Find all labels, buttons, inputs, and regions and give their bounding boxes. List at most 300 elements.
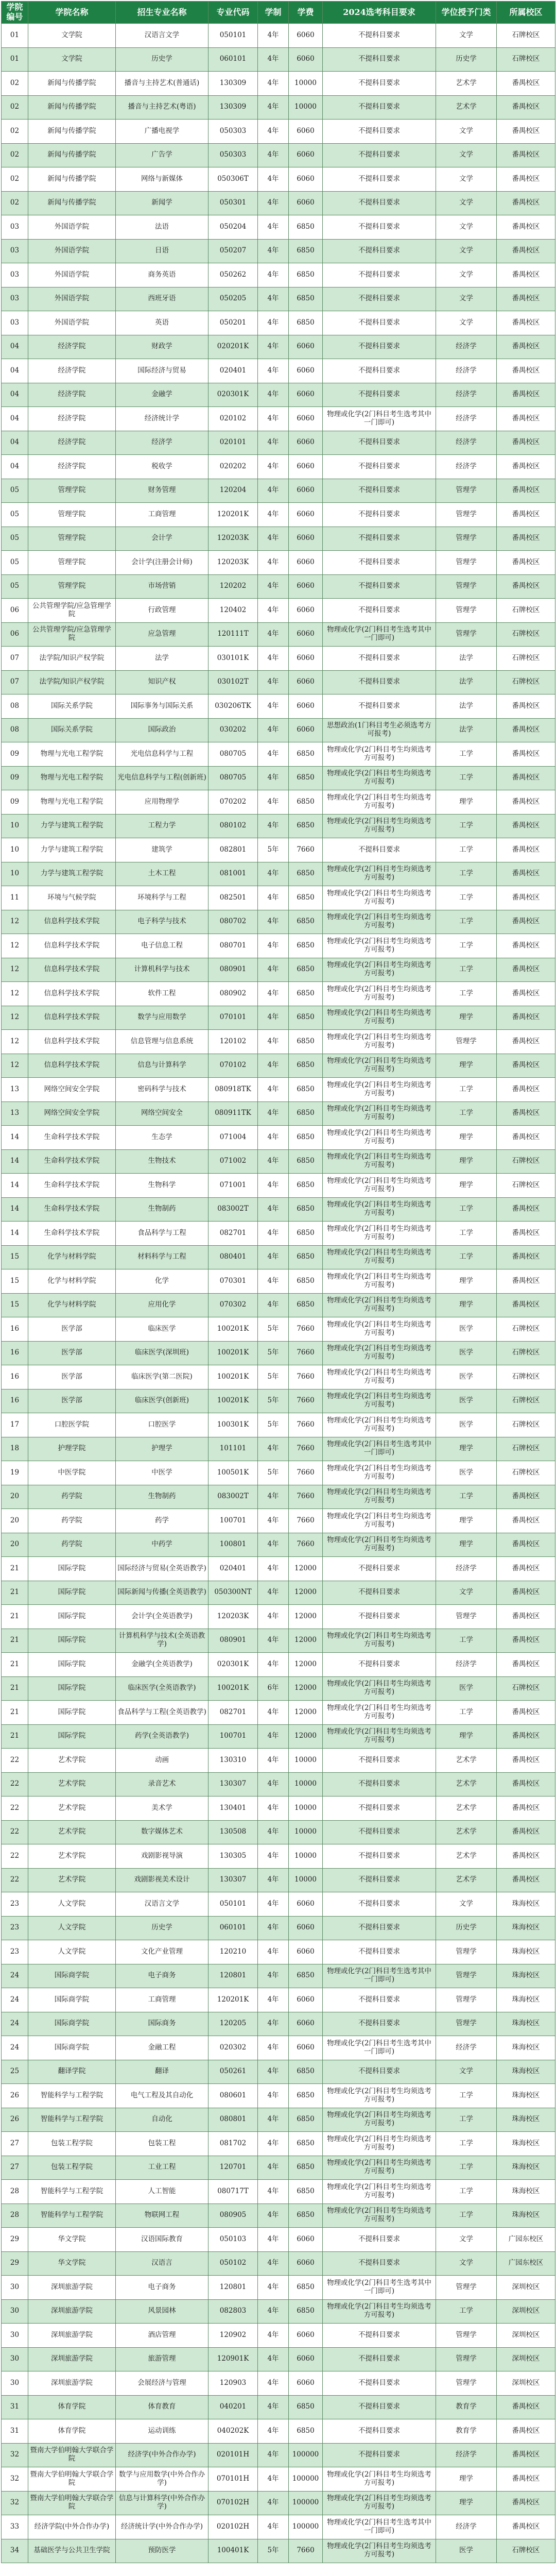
cell-major-code: 080705 xyxy=(208,742,258,767)
cell-campus: 番禺校区 xyxy=(497,1868,555,1892)
cell-duration: 4年 xyxy=(258,383,289,407)
cell-duration: 4年 xyxy=(258,958,289,982)
cell-college-name: 外国语学院 xyxy=(28,263,116,287)
cell-major-name: 光电信息科学与工程 xyxy=(116,742,208,767)
cell-campus: 番禺校区 xyxy=(497,215,555,240)
cell-degree-category: 经济学 xyxy=(436,2036,497,2060)
cell-major-name: 汉语言文学 xyxy=(116,24,208,48)
cell-college-name: 生命科学技术学院 xyxy=(28,1174,116,1198)
cell-degree-category: 艺术学 xyxy=(436,1868,497,1892)
table-row xyxy=(2,1174,555,1198)
cell-duration: 4年 xyxy=(258,2371,289,2396)
cell-duration: 5年 xyxy=(258,1461,289,1485)
cell-college-code: 23 xyxy=(2,1892,28,1917)
cell-subject-requirement: 不提科目要求 xyxy=(323,2371,436,2396)
cell-subject-requirement: 物理或化学(2门科目考生均须选考方可报考) xyxy=(323,1269,436,1294)
cell-degree-category: 历史学 xyxy=(436,1916,497,1940)
cell-degree-category: 理学 xyxy=(436,1437,497,1461)
cell-major-code: 070102H xyxy=(208,2491,258,2515)
cell-campus: 石牌校区 xyxy=(497,1149,555,1174)
table-row xyxy=(2,1245,555,1269)
cell-degree-category: 工学 xyxy=(436,1629,497,1653)
cell-tuition: 12000 xyxy=(289,1653,323,1677)
cell-subject-requirement: 物理或化学(2门科目考生均须选考方可报考) xyxy=(323,1509,436,1533)
cell-degree-category: 工学 xyxy=(436,958,497,982)
cell-college-name: 外国语学院 xyxy=(28,311,116,335)
cell-college-name: 物理与光电工程学院 xyxy=(28,766,116,790)
cell-duration: 4年 xyxy=(258,934,289,958)
cell-major-name: 临床医学 xyxy=(116,1317,208,1342)
cell-college-name: 医学部 xyxy=(28,1317,116,1342)
cell-duration: 4年 xyxy=(258,1724,289,1749)
cell-college-code: 11 xyxy=(2,886,28,910)
cell-duration: 4年 xyxy=(258,287,289,311)
cell-college-name: 公共管理学院/应急管理学院 xyxy=(28,622,116,647)
cell-campus: 石牌校区 xyxy=(497,1174,555,1198)
cell-subject-requirement: 物理或化学(2门科目考生均须选考方可报考) xyxy=(323,1413,436,1437)
cell-subject-requirement: 物理或化学(2门科目考生均须选考方可报考) xyxy=(323,1222,436,1246)
cell-college-code: 05 xyxy=(2,551,28,575)
cell-major-code: 082801 xyxy=(208,838,258,862)
cell-major-code: 080801 xyxy=(208,2108,258,2132)
cell-duration: 4年 xyxy=(258,1581,289,1605)
cell-campus: 番禺校区 xyxy=(497,1222,555,1246)
cell-duration: 4年 xyxy=(258,886,289,910)
cell-degree-category: 理学 xyxy=(436,1533,497,1557)
cell-campus: 石牌校区 xyxy=(497,1341,555,1365)
cell-major-code: 020401 xyxy=(208,359,258,383)
cell-college-code: 16 xyxy=(2,1365,28,1389)
cell-tuition: 6850 xyxy=(289,862,323,886)
cell-tuition: 6850 xyxy=(289,2108,323,2132)
cell-campus: 石牌校区 xyxy=(497,2539,555,2563)
cell-major-name: 财政学 xyxy=(116,335,208,359)
cell-degree-category: 管理学 xyxy=(436,1605,497,1629)
cell-campus: 番禺校区 xyxy=(497,766,555,790)
cell-major-code: 130401 xyxy=(208,1797,258,1821)
cell-major-code: 100201K xyxy=(208,1389,258,1413)
cell-subject-requirement: 物理或化学(2门科目考生均须选考方可报考) xyxy=(323,1629,436,1653)
cell-degree-category: 经济学 xyxy=(436,431,497,455)
cell-tuition: 7660 xyxy=(289,1509,323,1533)
cell-subject-requirement: 物理或化学(2门科目考生均须选考方可报考) xyxy=(323,1724,436,1749)
cell-degree-category: 管理学 xyxy=(436,574,497,599)
table-row xyxy=(2,694,555,719)
cell-major-code: 120201K xyxy=(208,503,258,527)
cell-major-code: 050201 xyxy=(208,311,258,335)
cell-major-name: 金融工程 xyxy=(116,2036,208,2060)
cell-major-code: 080901 xyxy=(208,958,258,982)
cell-college-code: 20 xyxy=(2,1533,28,1557)
cell-major-code: 120801 xyxy=(208,2276,258,2300)
cell-subject-requirement: 不提科目要求 xyxy=(323,1892,436,1917)
table-row xyxy=(2,1940,555,1964)
cell-major-name: 国际经济与贸易 xyxy=(116,359,208,383)
cell-subject-requirement: 不提科目要求 xyxy=(323,1940,436,1964)
cell-college-code: 32 xyxy=(2,2467,28,2492)
cell-duration: 4年 xyxy=(258,2324,289,2348)
cell-subject-requirement: 不提科目要求 xyxy=(323,1749,436,1773)
cell-campus: 番禺校区 xyxy=(497,718,555,742)
cell-tuition: 6060 xyxy=(289,383,323,407)
cell-major-code: 080918TK xyxy=(208,1078,258,1102)
table-row xyxy=(2,479,555,503)
cell-campus: 番禺校区 xyxy=(497,1797,555,1821)
cell-duration: 4年 xyxy=(258,718,289,742)
cell-degree-category: 医学 xyxy=(436,1461,497,1485)
cell-major-name: 土木工程 xyxy=(116,862,208,886)
table-row xyxy=(2,431,555,455)
cell-degree-category: 理学 xyxy=(436,1269,497,1294)
cell-major-code: 060101 xyxy=(208,1916,258,1940)
cell-campus: 番禺校区 xyxy=(497,2515,555,2539)
cell-college-code: 28 xyxy=(2,2180,28,2204)
cell-major-code: 080905 xyxy=(208,2204,258,2228)
cell-degree-category: 工学 xyxy=(436,2156,497,2180)
cell-major-code: 020102 xyxy=(208,407,258,431)
cell-tuition: 7660 xyxy=(289,1437,323,1461)
cell-college-code: 26 xyxy=(2,2084,28,2108)
cell-campus: 番禺校区 xyxy=(497,1653,555,1677)
cell-college-code: 10 xyxy=(2,862,28,886)
cell-college-code: 05 xyxy=(2,527,28,551)
cell-college-name: 深圳旅游学院 xyxy=(28,2324,116,2348)
cell-major-name: 法语 xyxy=(116,215,208,240)
cell-college-code: 22 xyxy=(2,1749,28,1773)
table-row xyxy=(2,718,555,742)
table-row xyxy=(2,2251,555,2276)
cell-college-name: 国际学院 xyxy=(28,1653,116,1677)
cell-degree-category: 管理学 xyxy=(436,479,497,503)
cell-major-name: 包装工程 xyxy=(116,2132,208,2156)
cell-subject-requirement: 物理或化学(2门科目考生均须选考方可报考) xyxy=(323,1245,436,1269)
cell-duration: 4年 xyxy=(258,191,289,215)
cell-college-code: 20 xyxy=(2,1509,28,1533)
cell-tuition: 6850 xyxy=(289,1006,323,1030)
cell-college-name: 智能科学与工程学院 xyxy=(28,2108,116,2132)
cell-campus: 番禺校区 xyxy=(497,982,555,1006)
cell-college-name: 深圳旅游学院 xyxy=(28,2371,116,2396)
cell-college-name: 化学与材料学院 xyxy=(28,1245,116,1269)
cell-college-name: 艺术学院 xyxy=(28,1868,116,1892)
cell-tuition: 7660 xyxy=(289,1389,323,1413)
cell-campus: 番禺校区 xyxy=(497,790,555,815)
cell-duration: 4年 xyxy=(258,1988,289,2012)
cell-major-code: 030101K xyxy=(208,647,258,671)
cell-college-code: 20 xyxy=(2,1485,28,1509)
cell-college-code: 12 xyxy=(2,1006,28,1030)
cell-college-code: 10 xyxy=(2,838,28,862)
cell-campus: 番禺校区 xyxy=(497,263,555,287)
cell-subject-requirement: 不提科目要求 xyxy=(323,24,436,48)
cell-degree-category: 文学 xyxy=(436,263,497,287)
cell-college-name: 人文学院 xyxy=(28,1892,116,1917)
table-row xyxy=(2,1222,555,1246)
cell-major-code: 070302 xyxy=(208,1293,258,1317)
cell-college-name: 口腔医学院 xyxy=(28,1413,116,1437)
cell-major-name: 会计学(注册会计师) xyxy=(116,551,208,575)
cell-college-code: 25 xyxy=(2,2060,28,2084)
header-campus: 所属校区 xyxy=(497,2,555,24)
cell-college-code: 31 xyxy=(2,2395,28,2419)
cell-tuition: 12000 xyxy=(289,1557,323,1581)
table-row xyxy=(2,574,555,599)
cell-duration: 4年 xyxy=(258,982,289,1006)
cell-college-name: 管理学院 xyxy=(28,574,116,599)
cell-major-code: 070301 xyxy=(208,1269,258,1294)
cell-major-name: 电子科学与技术 xyxy=(116,910,208,934)
cell-campus: 珠海校区 xyxy=(497,2084,555,2108)
cell-major-code: 080901 xyxy=(208,1629,258,1653)
cell-duration: 4年 xyxy=(258,2515,289,2539)
cell-subject-requirement: 不提科目要求 xyxy=(323,1557,436,1581)
cell-campus: 番禺校区 xyxy=(497,311,555,335)
cell-college-code: 29 xyxy=(2,2228,28,2252)
cell-major-code: 120202 xyxy=(208,574,258,599)
cell-tuition: 6850 xyxy=(289,790,323,815)
table-row xyxy=(2,934,555,958)
table-row xyxy=(2,1844,555,1869)
cell-major-code: 040202K xyxy=(208,2419,258,2444)
cell-campus: 番禺校区 xyxy=(497,527,555,551)
cell-college-name: 外国语学院 xyxy=(28,215,116,240)
cell-college-name: 物理与光电工程学院 xyxy=(28,742,116,767)
cell-major-name: 药学 xyxy=(116,1509,208,1533)
cell-college-code: 16 xyxy=(2,1341,28,1365)
cell-campus: 番禺校区 xyxy=(497,287,555,311)
cell-major-name: 经济学(中外合作办学) xyxy=(116,2443,208,2467)
cell-campus: 番禺校区 xyxy=(497,1030,555,1054)
cell-college-name: 人文学院 xyxy=(28,1916,116,1940)
cell-college-code: 30 xyxy=(2,2299,28,2324)
table-row xyxy=(2,2180,555,2204)
cell-tuition: 6060 xyxy=(289,527,323,551)
cell-tuition: 6060 xyxy=(289,670,323,694)
cell-college-code: 02 xyxy=(2,143,28,167)
cell-major-code: 081702 xyxy=(208,2132,258,2156)
cell-degree-category: 教育学 xyxy=(436,2419,497,2444)
cell-duration: 4年 xyxy=(258,2036,289,2060)
header-row xyxy=(2,2,555,24)
table-row xyxy=(2,335,555,359)
cell-campus: 番禺校区 xyxy=(497,383,555,407)
cell-campus: 石牌校区 xyxy=(497,1365,555,1389)
table-row xyxy=(2,2371,555,2396)
cell-campus: 珠海校区 xyxy=(497,1892,555,1917)
cell-college-name: 信息科学技术学院 xyxy=(28,1030,116,1054)
cell-tuition: 6060 xyxy=(289,1940,323,1964)
cell-subject-requirement: 物理或化学(2门科目考生均须选考方可报考) xyxy=(323,1317,436,1342)
cell-college-code: 21 xyxy=(2,1701,28,1725)
cell-college-name: 华文学院 xyxy=(28,2251,116,2276)
cell-college-code: 30 xyxy=(2,2276,28,2300)
cell-tuition: 7660 xyxy=(289,1413,323,1437)
cell-subject-requirement: 物理或化学(2门科目考生均须选考方可报考) xyxy=(323,1126,436,1150)
cell-major-name: 英语 xyxy=(116,311,208,335)
cell-major-code: 120902 xyxy=(208,2324,258,2348)
cell-major-code: 060101 xyxy=(208,47,258,72)
cell-degree-category: 文学 xyxy=(436,2060,497,2084)
cell-tuition: 6850 xyxy=(289,215,323,240)
cell-subject-requirement: 不提科目要求 xyxy=(323,647,436,671)
table-row xyxy=(2,1557,555,1581)
cell-college-code: 02 xyxy=(2,72,28,96)
cell-college-name: 管理学院 xyxy=(28,551,116,575)
cell-degree-category: 艺术学 xyxy=(436,95,497,120)
cell-major-code: 050301 xyxy=(208,191,258,215)
cell-major-name: 预防医学 xyxy=(116,2539,208,2563)
cell-campus: 番禺校区 xyxy=(497,1772,555,1797)
cell-degree-category: 工学 xyxy=(436,838,497,862)
cell-campus: 珠海校区 xyxy=(497,1964,555,1988)
header-major-name: 招生专业名称 xyxy=(116,2,208,24)
cell-college-name: 国际关系学院 xyxy=(28,694,116,719)
cell-college-code: 04 xyxy=(2,407,28,431)
table-row xyxy=(2,1437,555,1461)
cell-major-code: 050101 xyxy=(208,24,258,48)
table-row xyxy=(2,958,555,982)
cell-college-code: 03 xyxy=(2,287,28,311)
cell-campus: 番禺校区 xyxy=(497,1629,555,1653)
cell-college-name: 经济学院 xyxy=(28,335,116,359)
cell-subject-requirement: 物理或化学(2门科目考生均须选考方可报考) xyxy=(323,1149,436,1174)
cell-college-code: 12 xyxy=(2,910,28,934)
table-row xyxy=(2,24,555,48)
cell-major-code: 080717T xyxy=(208,2180,258,2204)
cell-college-code: 23 xyxy=(2,1940,28,1964)
table-row xyxy=(2,191,555,215)
cell-major-code: 100501K xyxy=(208,1461,258,1485)
cell-tuition: 12000 xyxy=(289,1581,323,1605)
cell-major-name: 临床医学(创新班) xyxy=(116,1389,208,1413)
cell-degree-category: 经济学 xyxy=(436,359,497,383)
cell-major-name: 汉语言文学 xyxy=(116,1892,208,1917)
cell-tuition: 7660 xyxy=(289,1461,323,1485)
cell-college-code: 03 xyxy=(2,215,28,240)
cell-college-name: 基础医学与公共卫生学院 xyxy=(28,2539,116,2563)
cell-major-name: 汉语言 xyxy=(116,2251,208,2276)
cell-major-name: 密码科学与技术 xyxy=(116,1078,208,1102)
cell-tuition: 6850 xyxy=(289,2060,323,2084)
cell-tuition: 6060 xyxy=(289,359,323,383)
cell-subject-requirement: 物理或化学(2门科目考生均须选考方可报考) xyxy=(323,1365,436,1389)
cell-duration: 4年 xyxy=(258,1868,289,1892)
cell-degree-category: 理学 xyxy=(436,1149,497,1174)
cell-major-code: 120402 xyxy=(208,599,258,623)
cell-degree-category: 法学 xyxy=(436,647,497,671)
cell-campus: 番禺校区 xyxy=(497,2395,555,2419)
cell-major-name: 生态学 xyxy=(116,1126,208,1150)
table-row xyxy=(2,1988,555,2012)
cell-duration: 4年 xyxy=(258,2276,289,2300)
cell-subject-requirement: 不提科目要求 xyxy=(323,239,436,263)
cell-tuition: 6850 xyxy=(289,263,323,287)
cell-duration: 4年 xyxy=(258,862,289,886)
table-row xyxy=(2,527,555,551)
cell-subject-requirement: 不提科目要求 xyxy=(323,1916,436,1940)
cell-college-name: 国际学院 xyxy=(28,1629,116,1653)
cell-major-code: 050262 xyxy=(208,263,258,287)
cell-campus: 番禺校区 xyxy=(497,1844,555,1869)
table-row xyxy=(2,1485,555,1509)
cell-major-code: 082701 xyxy=(208,1222,258,1246)
cell-subject-requirement: 不提科目要求 xyxy=(323,1868,436,1892)
cell-college-name: 艺术学院 xyxy=(28,1820,116,1844)
cell-duration: 4年 xyxy=(258,1269,289,1294)
cell-subject-requirement: 不提科目要求 xyxy=(323,1581,436,1605)
table-row xyxy=(2,1653,555,1677)
cell-major-name: 网络与新媒体 xyxy=(116,167,208,192)
cell-campus: 番禺校区 xyxy=(497,694,555,719)
cell-degree-category: 法学 xyxy=(436,718,497,742)
cell-major-name: 人工智能 xyxy=(116,2180,208,2204)
cell-college-code: 04 xyxy=(2,383,28,407)
cell-duration: 4年 xyxy=(258,2419,289,2444)
cell-degree-category: 文学 xyxy=(436,143,497,167)
cell-major-name: 国际商务 xyxy=(116,2012,208,2036)
cell-duration: 5年 xyxy=(258,1341,289,1365)
cell-campus: 珠海校区 xyxy=(497,2204,555,2228)
cell-subject-requirement: 物理或化学(2门科目考生均须选考方可报考) xyxy=(323,766,436,790)
cell-college-code: 18 xyxy=(2,1437,28,1461)
cell-tuition: 6850 xyxy=(289,1030,323,1054)
cell-campus: 珠海校区 xyxy=(497,2180,555,2204)
cell-major-name: 电气工程及其自动化 xyxy=(116,2084,208,2108)
cell-major-name: 酒店管理 xyxy=(116,2324,208,2348)
cell-major-code: 100701 xyxy=(208,1509,258,1533)
cell-campus: 番禺校区 xyxy=(497,1293,555,1317)
table-row xyxy=(2,862,555,886)
cell-college-code: 15 xyxy=(2,1269,28,1294)
cell-college-code: 02 xyxy=(2,191,28,215)
cell-major-name: 体育教育 xyxy=(116,2395,208,2419)
cell-campus: 深圳校区 xyxy=(497,2324,555,2348)
cell-tuition: 6060 xyxy=(289,574,323,599)
cell-tuition: 6850 xyxy=(289,886,323,910)
cell-subject-requirement: 物理或化学(2门科目考生均须选考方可报考) xyxy=(323,2467,436,2492)
cell-college-code: 01 xyxy=(2,24,28,48)
cell-major-name: 材料科学与工程 xyxy=(116,1245,208,1269)
cell-major-code: 120210 xyxy=(208,1940,258,1964)
cell-degree-category: 经济学 xyxy=(436,335,497,359)
cell-duration: 4年 xyxy=(258,455,289,479)
cell-major-name: 自动化 xyxy=(116,2108,208,2132)
cell-college-code: 27 xyxy=(2,2132,28,2156)
cell-duration: 4年 xyxy=(258,359,289,383)
cell-college-code: 06 xyxy=(2,599,28,623)
cell-college-code: 27 xyxy=(2,2156,28,2180)
cell-subject-requirement: 物理或化学(2门科目考生均须选考方可报考) xyxy=(323,1006,436,1030)
cell-tuition: 6850 xyxy=(289,2132,323,2156)
cell-degree-category: 法学 xyxy=(436,670,497,694)
table-row xyxy=(2,2012,555,2036)
cell-degree-category: 理学 xyxy=(436,1006,497,1030)
cell-campus: 番禺校区 xyxy=(497,239,555,263)
cell-major-code: 020101H xyxy=(208,2443,258,2467)
cell-campus: 番禺校区 xyxy=(497,551,555,575)
cell-college-name: 暨南大学伯明翰大学联合学院 xyxy=(28,2443,116,2467)
cell-major-code: 083002T xyxy=(208,1485,258,1509)
cell-college-code: 03 xyxy=(2,263,28,287)
cell-college-name: 化学与材料学院 xyxy=(28,1269,116,1294)
cell-tuition: 6060 xyxy=(289,167,323,192)
table-row xyxy=(2,766,555,790)
cell-major-name: 文化产业管理 xyxy=(116,1940,208,1964)
table-row xyxy=(2,910,555,934)
cell-major-name: 知识产权 xyxy=(116,670,208,694)
cell-campus: 番禺校区 xyxy=(497,742,555,767)
cell-degree-category: 医学 xyxy=(436,1676,497,1701)
